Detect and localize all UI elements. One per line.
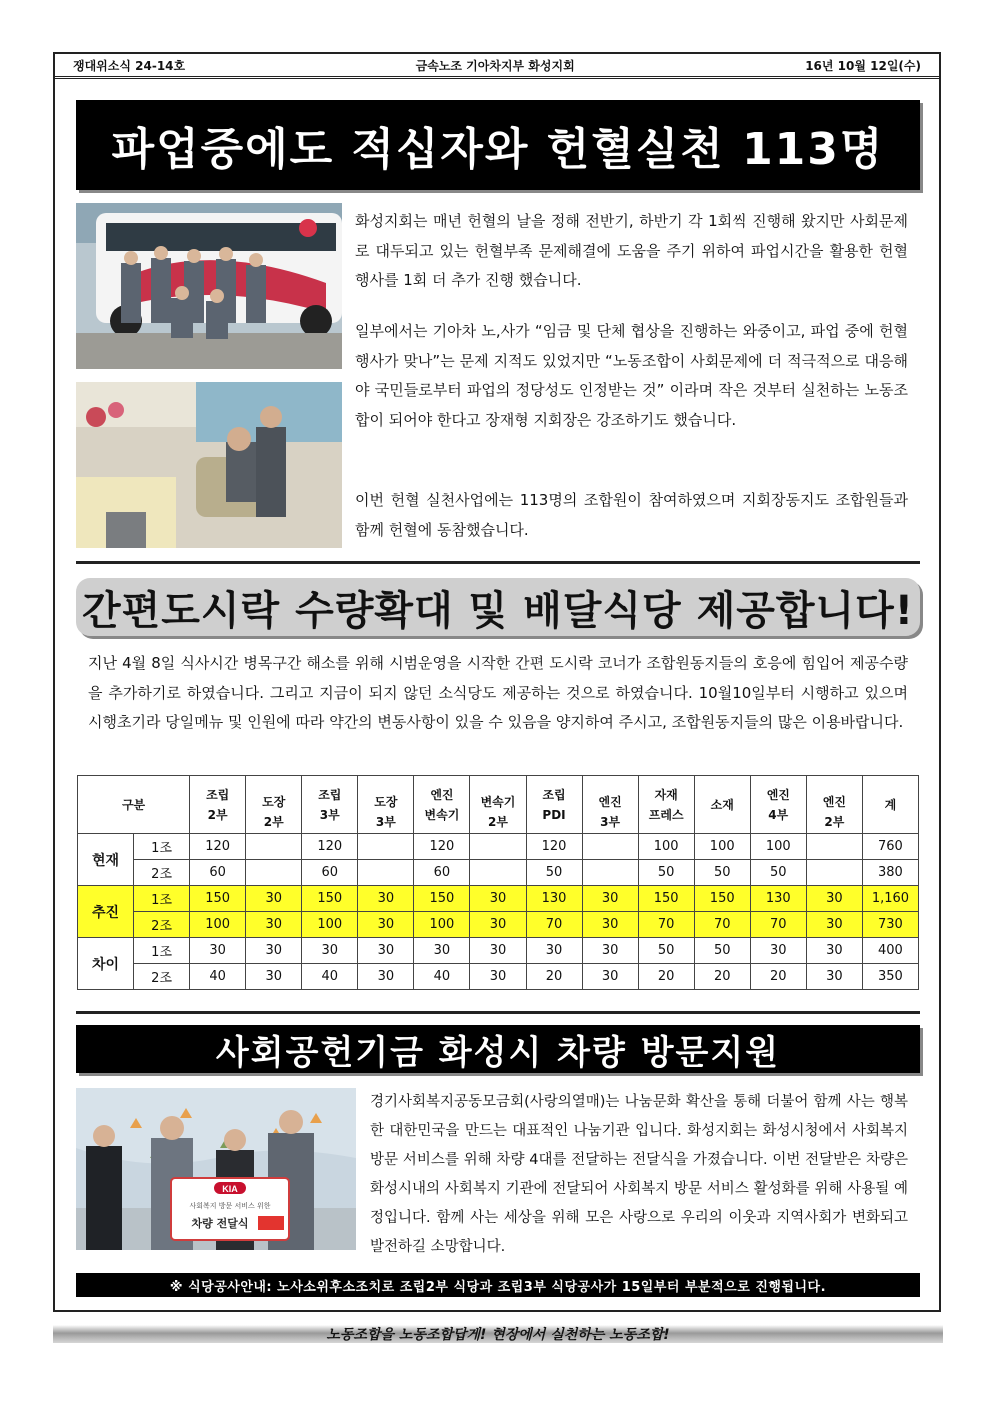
table-cell: 60 — [190, 860, 246, 886]
table-cell: 60 — [414, 860, 470, 886]
column-header: 도장 3부 — [358, 776, 414, 834]
table-cell: 30 — [806, 964, 862, 990]
column-header: 엔진 3부 — [582, 776, 638, 834]
column-header: 조립 3부 — [302, 776, 358, 834]
table-cell: 30 — [582, 964, 638, 990]
table-cell: 30 — [470, 912, 526, 938]
table-cell: 70 — [750, 912, 806, 938]
group-label: 차이 — [78, 938, 134, 990]
article1-title: 파업중에도 적십자와 헌혈실천 113명 — [76, 100, 920, 190]
table-cell — [246, 834, 302, 860]
table-cell: 350 — [862, 964, 918, 990]
shift-label: 1조 — [134, 886, 190, 912]
table-row — [78, 834, 919, 860]
column-header: 조립 2부 — [190, 776, 246, 834]
table-cell: 20 — [526, 964, 582, 990]
group-label: 추진 — [78, 886, 134, 938]
table-row — [78, 964, 919, 990]
lunchbox-quantity-table — [77, 775, 919, 990]
section-divider — [76, 1011, 920, 1014]
table-cell: 30 — [750, 938, 806, 964]
table-cell: 120 — [414, 834, 470, 860]
cafeteria-construction-notice: ※ 식당공사안내: 노사소위후소조치로 조립2부 식당과 조립3부 식당공사가 15일부터 부분적으로 진행됩니다. — [76, 1273, 920, 1297]
vehicle-handover-ceremony-photo — [76, 1088, 356, 1250]
table-cell: 50 — [638, 938, 694, 964]
table-cell: 150 — [694, 886, 750, 912]
table-cell: 30 — [246, 912, 302, 938]
column-header: 변속기 2부 — [470, 776, 526, 834]
column-header: 조립 PDI — [526, 776, 582, 834]
table-cell: 30 — [582, 938, 638, 964]
table-cell: 40 — [302, 964, 358, 990]
article2-paragraph: 지난 4월 8일 식사시간 병목구간 해소를 위해 시범운영을 시작한 간편 도시락 코너가 조합원동지들의 호응에 힘입어 제공수량을 추가하기로 하였습니다. 그리고 지금이 되지 않던 소식당도 제공하는 것으로 하였습니다. 10월10일부터 시행하고 있으며 시행초기라 당일메뉴 및 인원에 따라 약간의 변동사항이 있을 수 있음을 양지하여 주시고, 조합원동지들의 많은 이용바랍니다. — [88, 654, 908, 731]
column-header: 계 — [862, 776, 918, 834]
article1-paragraph-3: 이번 헌혈 실천사업에는 113명의 조합원이 참여하였으며 지회장동지도 조합원들과 함께 헌혈에 동참했습니다. — [355, 491, 908, 539]
table-cell: 120 — [190, 834, 246, 860]
column-header: 도장 2부 — [246, 776, 302, 834]
table-cell: 30 — [246, 886, 302, 912]
footer-slogan: 노동조합을 노동조합답게! 현장에서 실천하는 노동조합! — [53, 1325, 943, 1343]
group-label: 현재 — [78, 834, 134, 886]
table-cell: 70 — [526, 912, 582, 938]
table-cell: 400 — [862, 938, 918, 964]
shift-label: 2조 — [134, 964, 190, 990]
table-cell: 100 — [638, 834, 694, 860]
issue-date: 16년 10월 12일(수) — [805, 59, 921, 73]
table-cell: 50 — [638, 860, 694, 886]
table-row — [78, 860, 919, 886]
table-cell: 100 — [414, 912, 470, 938]
table-cell: 30 — [358, 938, 414, 964]
sign-brand: KIA — [222, 1184, 238, 1194]
table-cell: 30 — [246, 938, 302, 964]
table-cell: 70 — [638, 912, 694, 938]
table-cell: 20 — [638, 964, 694, 990]
table-cell: 120 — [302, 834, 358, 860]
table-cell: 120 — [526, 834, 582, 860]
column-header: 자재 프레스 — [638, 776, 694, 834]
column-header: 엔진 2부 — [806, 776, 862, 834]
article1-paragraph-1: 화성지회는 매년 헌혈의 날을 정해 전반기, 하반기 각 1회씩 진행해 왔지만 사회문제로 대두되고 있는 헌혈부족 문제해결에 도움을 주기 위하여 파업시간을 활용한 헌혈행사를 1회 더 추가 진행 했습니다. — [355, 212, 908, 289]
shift-label: 1조 — [134, 938, 190, 964]
table-row — [78, 912, 919, 938]
table-cell: 20 — [694, 964, 750, 990]
table-cell — [246, 860, 302, 886]
table-cell: 30 — [358, 886, 414, 912]
sign-line1: 사회복지 방문 서비스 위한 — [189, 1202, 271, 1210]
table-cell: 30 — [358, 912, 414, 938]
table-cell: 760 — [862, 834, 918, 860]
table-cell: 20 — [750, 964, 806, 990]
table-cell: 100 — [750, 834, 806, 860]
table-corner-header: 구분 — [78, 776, 190, 834]
table-cell: 30 — [190, 938, 246, 964]
table-cell — [470, 860, 526, 886]
table-row — [78, 938, 919, 964]
table-cell — [582, 860, 638, 886]
table-cell: 150 — [414, 886, 470, 912]
table-cell: 50 — [694, 860, 750, 886]
table-cell — [470, 834, 526, 860]
blood-bus-group-photo — [76, 203, 342, 369]
table-cell: 30 — [302, 938, 358, 964]
table-cell: 130 — [750, 886, 806, 912]
table-cell: 60 — [302, 860, 358, 886]
article3-title: 사회공헌기금 화성시 차량 방문지원 — [76, 1025, 920, 1073]
table-cell: 100 — [190, 912, 246, 938]
column-header: 엔진 4부 — [750, 776, 806, 834]
table-header-row — [78, 776, 919, 834]
table-cell: 30 — [358, 964, 414, 990]
table-cell: 40 — [190, 964, 246, 990]
table-cell — [806, 860, 862, 886]
column-header: 소재 — [694, 776, 750, 834]
newsletter-header — [55, 55, 939, 79]
table-cell: 150 — [638, 886, 694, 912]
table-body — [78, 834, 919, 990]
shift-label: 2조 — [134, 860, 190, 886]
table-cell: 150 — [190, 886, 246, 912]
table-cell: 730 — [862, 912, 918, 938]
table-cell: 30 — [806, 886, 862, 912]
table-cell — [806, 834, 862, 860]
article3-paragraph: 경기사회복지공동모금회(사랑의열매)는 나눔문화 확산을 통해 더불어 함께 사는 행복한 대한민국을 만드는 대표적인 나눔기관 입니다. 화성지회는 화성시청에서 사회복지방문 서비스를 위해 차량 4대를 전달하는 전달식을 가졌습니다. 이번 전달받은 차량은 화성시내의 사회복지 기관에 전달되어 사회복지 방문 서비스 활성화를 위해 사용될 예정입니다. 함께 사는 세상을 위해 모은 사랑으로 우리의 이웃과 지역사회가 변화되고 발전하길 소망합니다. — [370, 1094, 908, 1255]
column-header: 엔진 변속기 — [414, 776, 470, 834]
sign-line2: 차량 전달식 — [191, 1217, 249, 1230]
issue-number: 쟁대위소식 24-14호 — [73, 59, 186, 73]
table-cell: 50 — [526, 860, 582, 886]
table-cell: 70 — [694, 912, 750, 938]
table-cell: 30 — [414, 938, 470, 964]
table-cell: 100 — [302, 912, 358, 938]
table-cell: 30 — [470, 938, 526, 964]
article2-title: 간편도시락 수량확대 및 배달식당 제공합니다! — [76, 578, 920, 636]
table-cell — [358, 860, 414, 886]
table-cell: 30 — [582, 886, 638, 912]
table-cell: 130 — [526, 886, 582, 912]
table-cell: 100 — [694, 834, 750, 860]
table-cell: 30 — [470, 886, 526, 912]
table-cell: 30 — [526, 938, 582, 964]
table-cell: 50 — [750, 860, 806, 886]
table-row — [78, 886, 919, 912]
publisher: 금속노조 기아차지부 화성지회 — [415, 59, 575, 73]
shift-label: 2조 — [134, 912, 190, 938]
shift-label: 1조 — [134, 834, 190, 860]
table-cell — [358, 834, 414, 860]
table-cell: 30 — [806, 912, 862, 938]
table-cell: 40 — [414, 964, 470, 990]
section-divider — [76, 561, 920, 564]
table-cell: 1,160 — [862, 886, 918, 912]
table-cell: 150 — [302, 886, 358, 912]
article1-paragraph-2: 일부에서는 기아차 노,사가 “임금 및 단체 협상을 진행하는 와중이고, 파업 중에 헌혈행사가 맞나”는 문제 지적도 있었지만 “노동조합이 사회문제에 더 적극적으로 대응해야 국민들로부터 파업의 정당성도 인정받는 것” 이라며 작은 것부터 실천하는 노동조합이 되어야 한다고 장재형 지회장은 강조하기도 했습니다. — [355, 322, 908, 429]
blood-donation-inside-bus-photo — [76, 382, 342, 548]
table-cell — [582, 834, 638, 860]
table-cell: 380 — [862, 860, 918, 886]
table-cell: 30 — [246, 964, 302, 990]
table-cell: 30 — [470, 964, 526, 990]
table-cell: 30 — [806, 938, 862, 964]
table-cell: 50 — [694, 938, 750, 964]
table-cell: 30 — [582, 912, 638, 938]
